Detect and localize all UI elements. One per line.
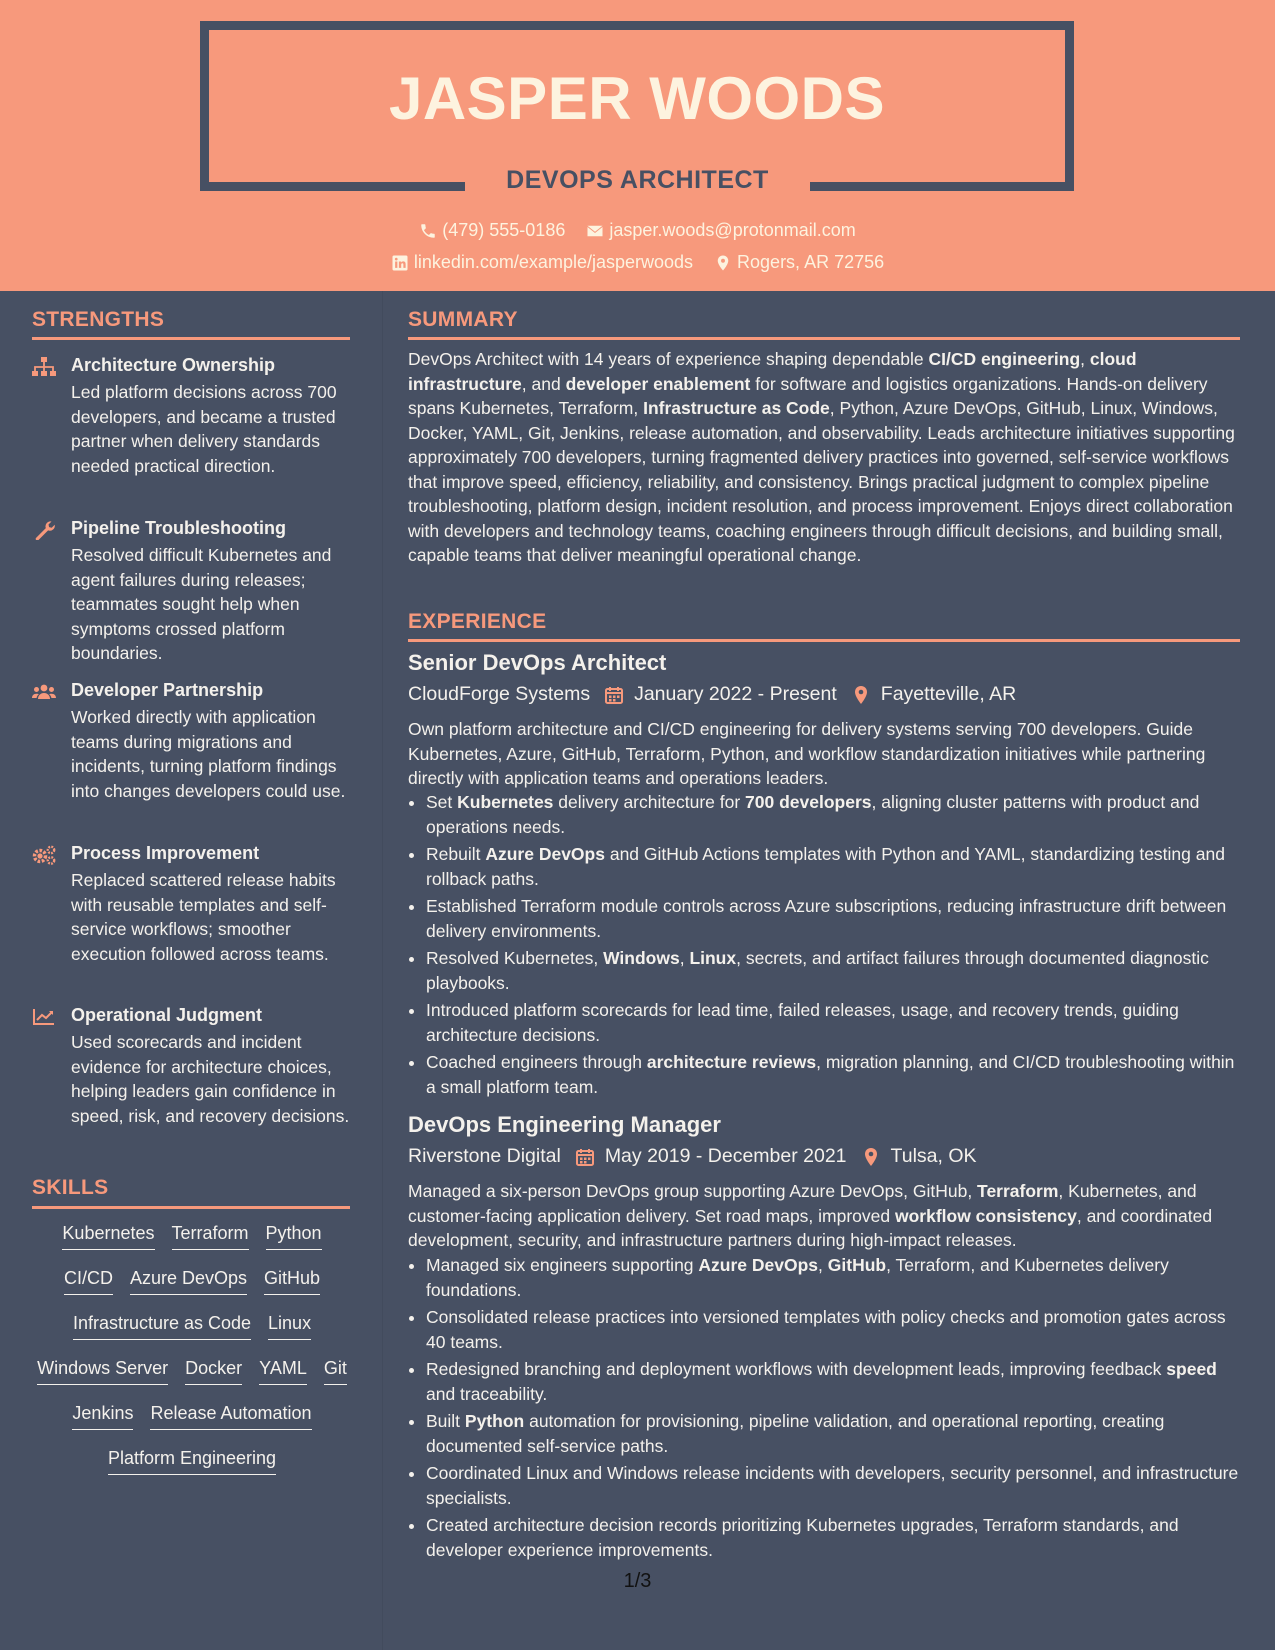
skills-heading: SKILLS (32, 1176, 109, 1199)
strength-title: Process Improvement (71, 843, 260, 863)
calendar-icon (575, 1147, 595, 1167)
skill-tag: Python (266, 1222, 322, 1250)
skills-list (32, 1222, 352, 1475)
email-text: jasper.woods@protonmail.com (609, 220, 856, 240)
job-location: Fayetteville, AR (880, 683, 1017, 705)
experience-heading: EXPERIENCE (408, 610, 547, 633)
calendar-icon (604, 685, 624, 705)
skills-rule (32, 1206, 350, 1209)
strength-desc: Used scorecards and incident evidence for architecture choices, helping leaders gain confidence in speed, risk, and recovery decisions. (71, 1032, 350, 1126)
skill-tag: Kubernetes (62, 1222, 154, 1250)
strength-title: Architecture Ownership (71, 355, 276, 375)
list-item: • Resolved Kubernetes, Windows, Linux, secrets, and artifact failures through documented diagnostic playbooks. (426, 946, 1240, 995)
summary-rule (408, 337, 1240, 340)
page-number: 1/3 (623, 1570, 652, 1592)
list-item: • Rebuilt Azure DevOps and GitHub Actions templates with Python and YAML, standardizing testing and rollback paths. (426, 842, 1240, 891)
contact-row-1 (0, 220, 1275, 245)
experience-rule (408, 639, 1240, 642)
map-pin-icon (861, 1147, 881, 1167)
phone-text: (479) 555-0186 (442, 220, 566, 240)
phone-icon (419, 222, 437, 240)
location-contact (714, 252, 884, 273)
phone-contact[interactable] (419, 220, 565, 241)
job-company: Riverstone Digital (408, 1145, 561, 1167)
envelope-icon (586, 222, 604, 240)
skill-tag: Infrastructure as Code (73, 1312, 251, 1340)
strength-desc: Resolved difficult Kubernetes and agent failures during releases; teammates sought help when symptoms crossed platform boundaries. (71, 545, 332, 663)
list-item: • Introduced platform scorecards for lead time, failed releases, usage, and recovery trends, guiding architecture decisions. (426, 998, 1240, 1047)
contact-row-2 (0, 252, 1275, 277)
skill-tag: Jenkins (72, 1402, 133, 1430)
list-item: • Established Terraform module controls across Azure subscriptions, reducing infrastructure drift between delivery environments. (426, 894, 1240, 943)
linkedin-contact[interactable] (391, 252, 693, 273)
gears-icon (32, 845, 56, 865)
email-contact[interactable] (586, 220, 855, 241)
summary-text: DevOps Architect with 14 years of experience shaping dependable CI/CD engineering, cloud infrastructure, and developer enablement for software and logistics organizations. Hands-on delivery spans Kubernetes, Terraform, Infrastructure as Code, Python, Azure DevOps, GitHub, Linux, Windows, Docker, YAML, Git, Jenkins, release automation, and observability. Leads architecture initiatives supporting approximately 700 developers, turning fragmented delivery practices into governed, self-service workflows that improve speed, efficiency, reliability, and consistency. Brings practical judgment to complex pipeline troubleshooting, platform design, incident resolution, and process improvement. Enjoys direct collaboration with developers and technology teams, coaching engineers through difficult decisions, and building small, capable teams that deliver meaningful operational change. (408, 349, 1235, 565)
skill-tag: Terraform (172, 1222, 249, 1250)
strengths-rule (32, 337, 350, 340)
skill-tag: YAML (259, 1357, 307, 1385)
job-location: Tulsa, OK (890, 1145, 977, 1167)
resume-header (0, 0, 1275, 291)
job-title: Senior DevOps Architect (408, 650, 667, 675)
column-divider (382, 291, 383, 1650)
map-pin-icon (851, 685, 871, 705)
candidate-name: JASPER WOODS (388, 65, 886, 132)
chart-line-icon (32, 1007, 56, 1027)
candidate-role: DEVOPS ARCHITECT (506, 166, 769, 194)
job-meta (408, 1145, 977, 1168)
linkedin-icon (391, 254, 409, 272)
list-item: • Coordinated Linux and Windows release incidents with developers, security personnel, and infrastructure specialists. (426, 1461, 1240, 1510)
job-meta (408, 683, 1016, 706)
skill-tag: Azure DevOps (130, 1267, 247, 1295)
skill-tag: CI/CD (64, 1267, 113, 1295)
job-dates: January 2022 - Present (634, 683, 837, 705)
skill-tag: Docker (185, 1357, 242, 1385)
skill-tag: Windows Server (37, 1357, 168, 1385)
job-summary: Own platform architecture and CI/CD engineering for delivery systems serving 700 developers. Guide Kubernetes, Azure, GitHub, Terraform, Python, and workflow standardization initiatives while partnering directly with application teams and operations leaders. (408, 719, 1206, 788)
skill-tag: Linux (268, 1312, 311, 1340)
list-item: • Managed six engineers supporting Azure DevOps, GitHub, Terraform, and Kubernetes delivery foundations. (426, 1253, 1240, 1302)
job-company: CloudForge Systems (408, 683, 591, 705)
location-text: Rogers, AR 72756 (737, 252, 885, 272)
skill-tag: Platform Engineering (108, 1447, 276, 1475)
strength-desc: Replaced scattered release habits with reusable templates and self-service workflows; smoother execution followed across teams. (71, 870, 336, 964)
list-item: • Consolidated release practices into versioned templates with policy checks and promotion gates across 40 teams. (426, 1305, 1240, 1354)
users-icon (32, 682, 56, 702)
skill-tag: Git (324, 1357, 347, 1385)
list-item: • Set Kubernetes delivery architecture for 700 developers, aligning cluster patterns with product and operations needs. (426, 790, 1240, 839)
list-item: • Redesigned branching and deployment workflows with development leads, improving feedback speed and traceability. (426, 1357, 1240, 1406)
job-dates: May 2019 - December 2021 (604, 1145, 847, 1167)
skill-tag: Release Automation (150, 1402, 311, 1430)
wrench-icon (32, 520, 56, 540)
strength-title: Pipeline Troubleshooting (71, 518, 287, 538)
job-bullets (426, 790, 1240, 1102)
strength-title: Developer Partnership (71, 680, 264, 700)
skill-tag: GitHub (264, 1267, 320, 1295)
list-item: • Created architecture decision records prioritizing Kubernetes upgrades, Terraform standards, and developer experience improvements. (426, 1513, 1240, 1562)
job-title: DevOps Engineering Manager (408, 1112, 721, 1137)
list-item: • Built Python automation for provisioning, pipeline validation, and operational reporting, creating documented self-service paths. (426, 1409, 1240, 1458)
linkedin-text: linkedin.com/example/jasperwoods (413, 252, 694, 272)
strength-desc: Worked directly with application teams during migrations and incidents, turning platform findings into changes developers could use. (71, 707, 346, 801)
map-pin-icon (714, 254, 732, 272)
list-item: • Coached engineers through architecture reviews, migration planning, and CI/CD troubleshooting within a small platform team. (426, 1050, 1240, 1099)
summary-heading: SUMMARY (408, 308, 518, 331)
sitemap-icon (32, 357, 56, 377)
job-summary: Managed a six-person DevOps group supporting Azure DevOps, GitHub, Terraform, Kubernetes, and customer-facing application delivery. Set road maps, improved workflow consistency, and coordinated development, security, and infrastructure partners during high-impact releases. (408, 1181, 1213, 1250)
strength-desc: Led platform decisions across 700 developers, and became a trusted partner when delivery standards needed practical direction. (71, 382, 337, 476)
strength-title: Operational Judgment (71, 1005, 263, 1025)
strengths-heading: STRENGTHS (32, 308, 165, 331)
job-bullets (426, 1253, 1240, 1565)
